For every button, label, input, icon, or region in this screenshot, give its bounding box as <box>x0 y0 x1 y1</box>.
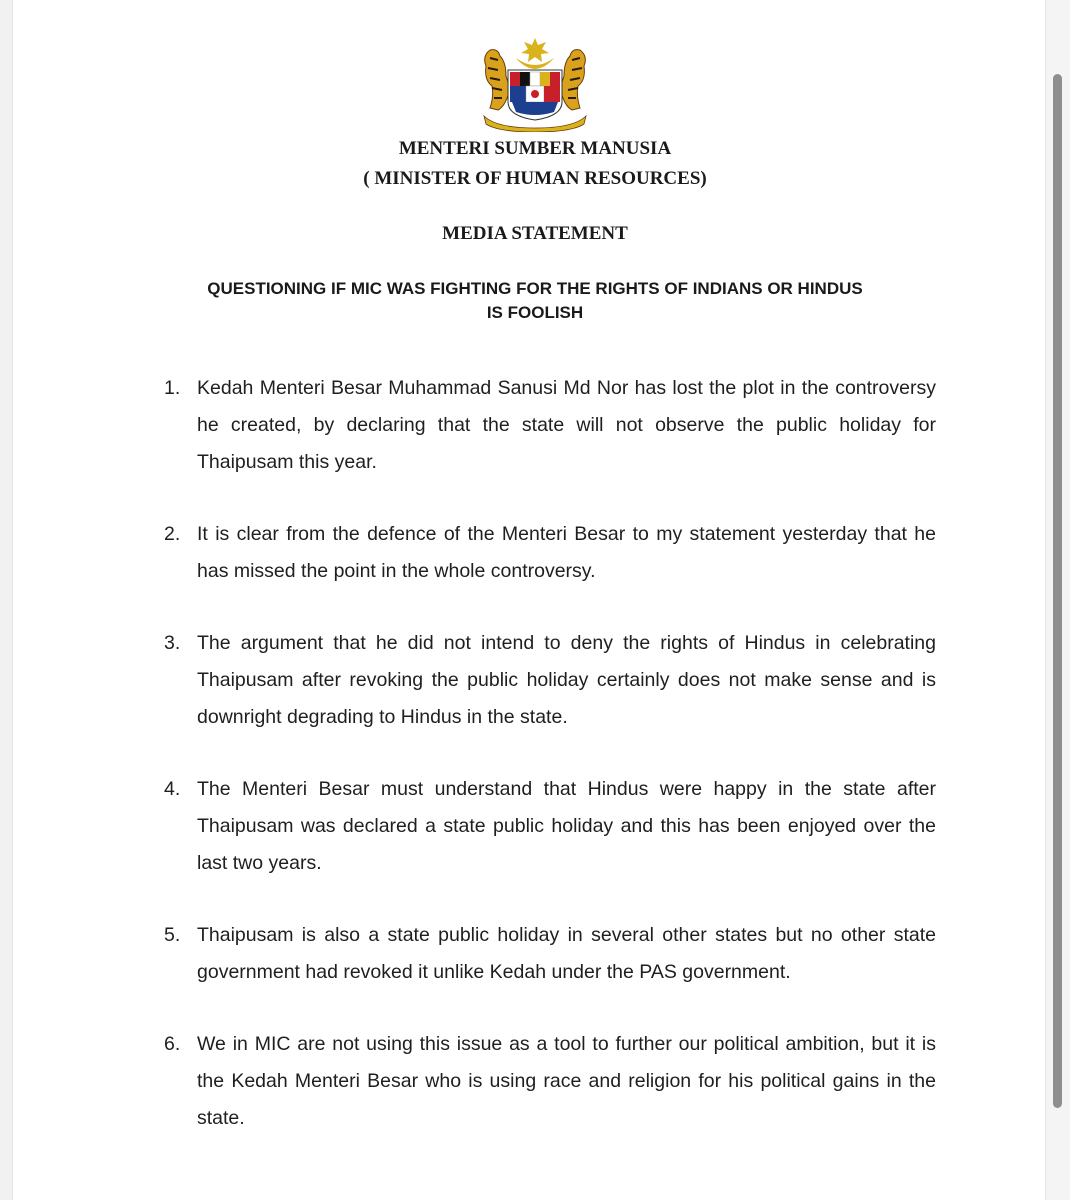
paragraph-number: 5. <box>164 924 181 946</box>
paragraph-number: 4. <box>164 778 181 800</box>
paragraph-6 <box>164 1026 936 1137</box>
paragraph-text: Thaipusam is also a state public holiday in several other states but no other state government had revoked it unlike Kedah under the PAS government. <box>197 924 936 983</box>
coat-of-arms-icon <box>476 36 594 132</box>
paragraph-number: 2. <box>164 523 181 545</box>
office-subtitle: ( MINISTER OF HUMAN RESOURCES) <box>363 168 707 189</box>
paragraph-number: 6. <box>164 1033 181 1055</box>
paragraph-1 <box>164 370 936 481</box>
paragraph-3 <box>164 625 936 736</box>
paragraph-text: The argument that he did not intend to deny the rights of Hindus in celebrating Thaipusam after revoking the public holiday certainly does not make sense and is downright degrading to Hindus in the state. <box>197 632 936 728</box>
paragraph-number: 3. <box>164 632 181 654</box>
headline-line-1: QUESTIONING IF MIC WAS FIGHTING FOR THE RIGHTS OF INDIANS OR HINDUS <box>207 279 863 298</box>
paragraph-4 <box>164 771 936 882</box>
office-title: MENTERI SUMBER MANUSIA <box>398 138 672 159</box>
document-type: MEDIA STATEMENT <box>442 223 628 244</box>
paragraph-text: Kedah Menteri Besar Muhammad Sanusi Md Nor has lost the plot in the controversy he created, by declaring that the state will not observe the public holiday for Thaipusam this year. <box>197 377 936 473</box>
paragraph-text: The Menteri Besar must understand that Hindus were happy in the state after Thaipusam was declared a state public holiday and this has been enjoyed over the last two years. <box>197 778 936 874</box>
statement-paragraphs <box>164 370 936 1137</box>
paragraph-5 <box>164 917 936 991</box>
paragraph-2 <box>164 516 936 590</box>
paragraph-text: It is clear from the defence of the Menteri Besar to my statement yesterday that he has missed the point in the whole controversy. <box>197 523 936 582</box>
headline-line-2: IS FOOLISH <box>486 303 584 322</box>
paragraph-text: We in MIC are not using this issue as a tool to further our political ambition, but it is the Kedah Menteri Besar who is using race and religion for his political gains in the state. <box>197 1033 936 1129</box>
paragraph-number: 1. <box>164 377 181 399</box>
